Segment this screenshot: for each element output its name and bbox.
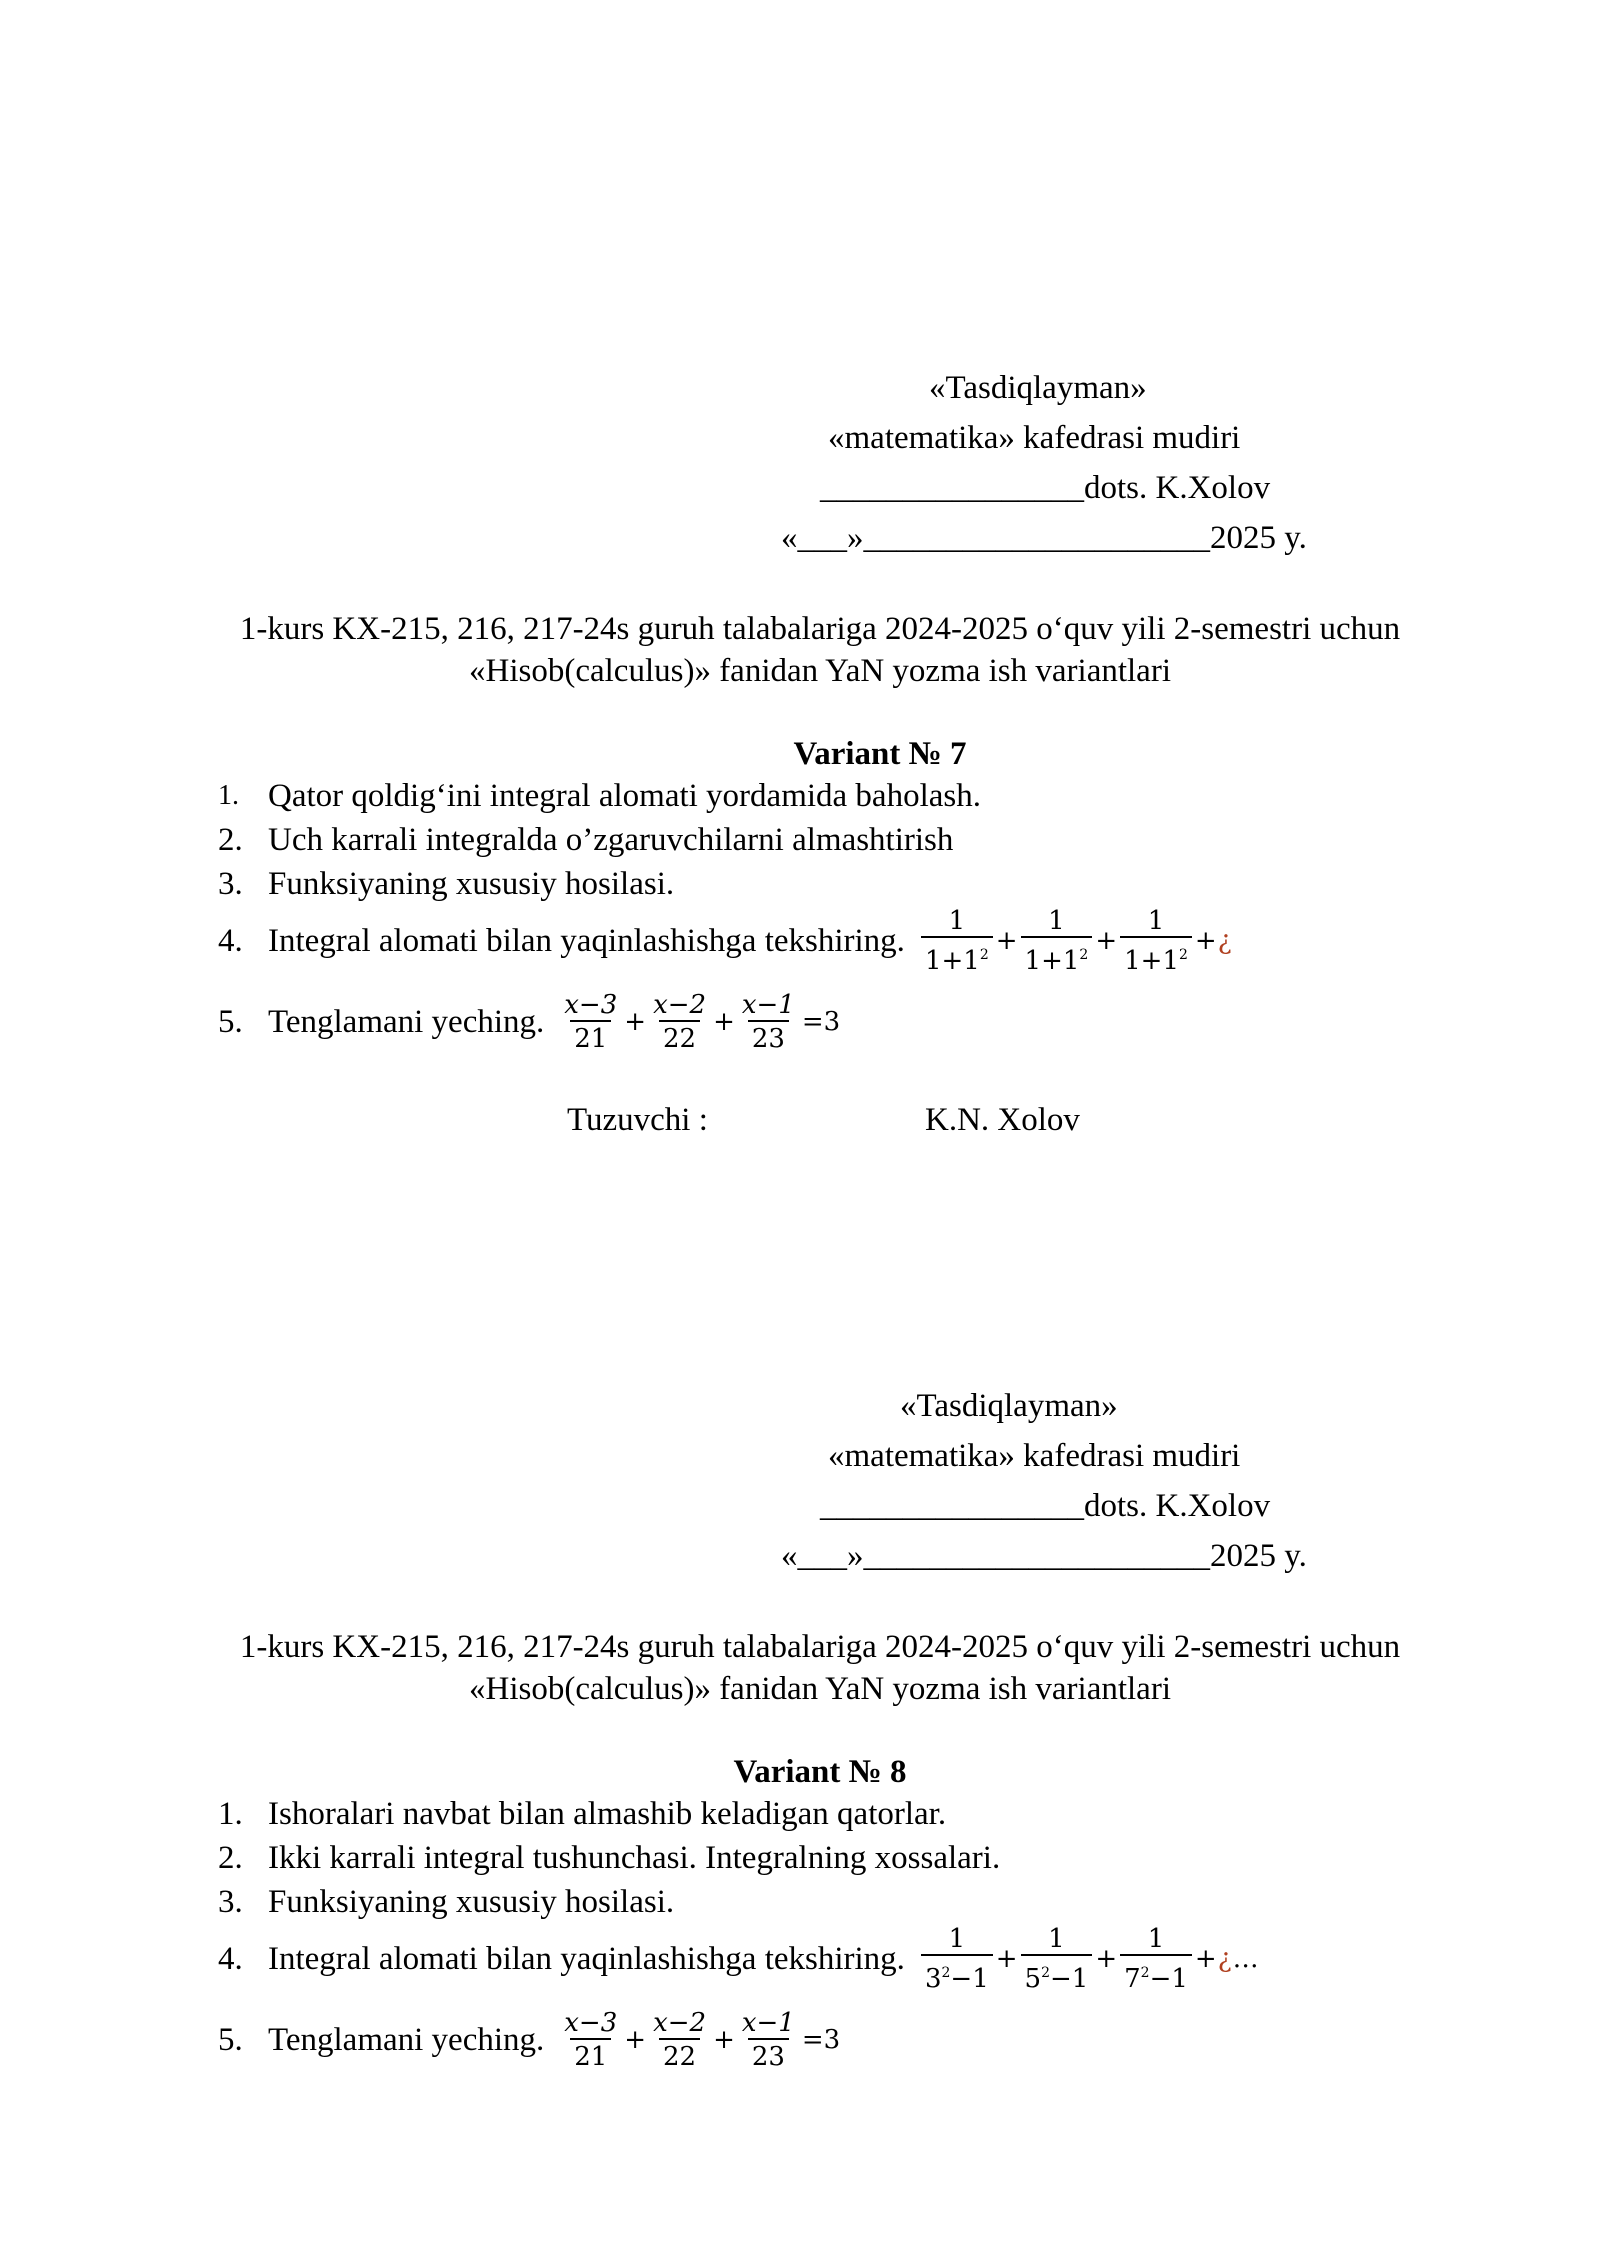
- approval-department: «matematika» kafedrasi mudiri: [828, 420, 1241, 456]
- variant-title: Variant № 8: [733, 1754, 907, 1790]
- task-item: [218, 990, 841, 1054]
- task-number: 1.: [218, 1796, 243, 1832]
- task-item: [218, 1836, 1000, 1880]
- task-item: [218, 1792, 946, 1836]
- author-label: Tuzuvchi :: [567, 1102, 708, 1138]
- fraction: $\frac{1}{5^2-1}$: [1021, 1924, 1093, 1994]
- task-item: [218, 774, 981, 818]
- heading-line-1: 1-kurs KX-215, 216, 217-24s guruh talabalariga 2024-2025 o‘quv yili 2-semestri uchun: [239, 1629, 1401, 1665]
- task-text: Qator qoldig‘ini integral alomati yordamida baholash.: [268, 778, 981, 814]
- fraction: $\frac{x-1}{23}$: [741, 990, 795, 1054]
- approval-date: «___»_____________________2025 y.: [781, 520, 1307, 556]
- task-text: Ikki karrali integral tushunchasi. Integralning xossalari.: [268, 1840, 1001, 1876]
- task-item: [218, 818, 953, 862]
- fraction: $\frac{1}{1+1^2}$: [1021, 906, 1093, 976]
- approval-department: «matematika» kafedrasi mudiri: [828, 1438, 1241, 1474]
- task-text: Funksiyaning xususiy hosilasi.: [268, 866, 675, 902]
- equation-formula: $\frac{x-3}{21}$ + $\frac{x-2}{22}$ + $\frac{x-1}{23}$ =3: [558, 2008, 841, 2072]
- task-number: 4.: [218, 1941, 243, 1977]
- series-formula: $\frac{1}{3^2-1}$ + $\frac{1}{5^2-1}$ + $\frac{1}{7^2-1}$ + ¿ …: [919, 1924, 1260, 1994]
- task-number: 3.: [218, 866, 243, 902]
- heading-line-2: «Hisob(calculus)» fanidan YaN yozma ish variantlari: [469, 1671, 1171, 1707]
- fraction: $\frac{1}{1+1^2}$: [1120, 906, 1192, 976]
- task-number: 2.: [218, 822, 243, 858]
- task-text: Uch karrali integralda o’zgaruvchilarni almashtirish: [268, 822, 954, 858]
- task-item: [218, 862, 674, 906]
- task-text: Integral alomati bilan yaqinlashishga tekshiring.: [268, 1941, 905, 1977]
- fraction: $\frac{1}{7^2-1}$: [1120, 1924, 1192, 1994]
- heading-line-1: 1-kurs KX-215, 216, 217-24s guruh talabalariga 2024-2025 o‘quv yili 2-semestri uchun: [239, 611, 1401, 647]
- approval-date: «___»_____________________2025 y.: [781, 1538, 1307, 1574]
- fraction: $\frac{1}{3^2-1}$: [921, 1924, 993, 1994]
- task-number: 5.: [218, 1004, 243, 1040]
- task-number: 3.: [218, 1884, 243, 1920]
- task-item: [218, 2008, 841, 2072]
- approval-signature: ________________dots. K.Xolov: [820, 470, 1271, 506]
- heading-line-2: «Hisob(calculus)» fanidan YaN yozma ish variantlari: [469, 653, 1171, 689]
- approval-signature: ________________dots. K.Xolov: [820, 1488, 1271, 1524]
- equation-formula: $\frac{x-3}{21}$ + $\frac{x-2}{22}$ + $\frac{x-1}{23}$ =3: [558, 990, 841, 1054]
- approval-title: «Tasdiqlayman»: [900, 1388, 1118, 1424]
- task-number: 5.: [218, 2022, 243, 2058]
- task-text: Funksiyaning xususiy hosilasi.: [268, 1884, 675, 1920]
- fraction: $\frac{x-3}{21}$: [564, 990, 618, 1054]
- task-text: Tenglamani yeching.: [268, 2022, 545, 2058]
- task-text: Integral alomati bilan yaqinlashishga tekshiring.: [268, 923, 905, 959]
- task-item: [218, 1880, 674, 1924]
- fraction: $\frac{x-2}{22}$: [653, 990, 707, 1054]
- author-name: K.N. Xolov: [925, 1102, 1080, 1138]
- task-item: [218, 1924, 1260, 1994]
- task-number: 2.: [218, 1840, 243, 1876]
- task-text: Ishoralari navbat bilan almashib keladigan qatorlar.: [268, 1796, 947, 1832]
- task-number: 1.: [218, 780, 239, 811]
- task-text: Tenglamani yeching.: [268, 1004, 545, 1040]
- fraction: $\frac{x-2}{22}$: [653, 2008, 707, 2072]
- fraction: $\frac{x-3}{21}$: [564, 2008, 618, 2072]
- approval-title: «Tasdiqlayman»: [929, 370, 1147, 406]
- task-number: 4.: [218, 923, 243, 959]
- task-item: [218, 906, 1232, 976]
- fraction: $\frac{1}{1+1^2}$: [921, 906, 993, 976]
- series-formula: $\frac{1}{1+1^2}$ + $\frac{1}{1+1^2}$ + $\frac{1}{1+1^2}$ + ¿: [919, 906, 1232, 976]
- fraction: $\frac{x-1}{23}$: [741, 2008, 795, 2072]
- variant-title: Variant № 7: [793, 736, 967, 772]
